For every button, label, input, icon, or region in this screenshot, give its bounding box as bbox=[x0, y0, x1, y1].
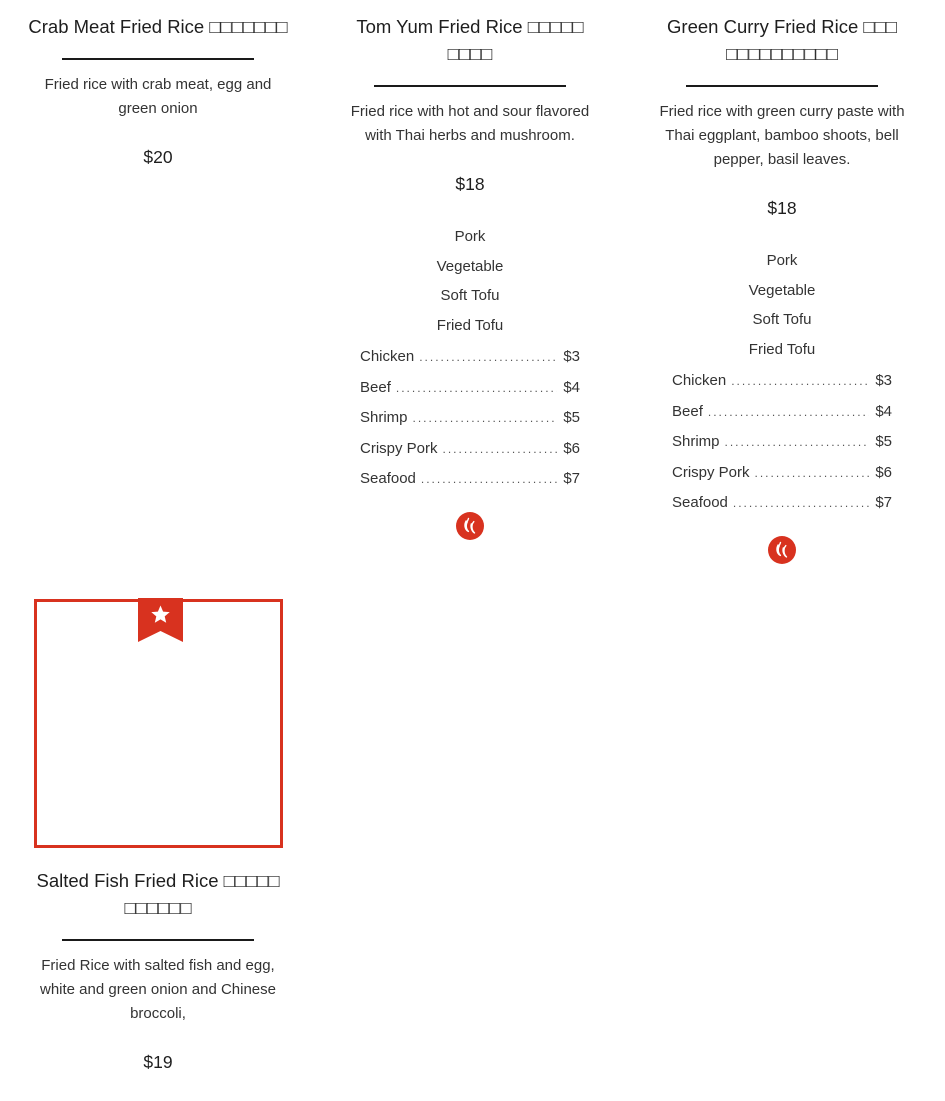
item-description: Fried rice with hot and sour flavored with Thai herbs and mushroom. bbox=[350, 103, 590, 144]
star-ribbon-icon bbox=[138, 598, 183, 642]
dot-leader bbox=[755, 459, 870, 489]
title-divider bbox=[374, 85, 566, 87]
addon-name: Seafood bbox=[672, 494, 728, 511]
dot-leader bbox=[413, 404, 558, 434]
addon-row bbox=[360, 403, 580, 434]
spicy-chili-icon bbox=[768, 536, 796, 564]
addon-row bbox=[672, 488, 892, 519]
addon-price: $3 bbox=[875, 372, 892, 389]
menu-item-crab-meat-fried-rice bbox=[28, 0, 288, 169]
dot-leader bbox=[733, 489, 869, 519]
addon-row bbox=[672, 427, 892, 458]
item-description: Fried rice with crab meat, egg and green onion bbox=[44, 76, 272, 117]
addon-price: $7 bbox=[875, 494, 892, 511]
title-divider bbox=[62, 939, 254, 941]
addon-name: Beef bbox=[360, 378, 391, 396]
option-fried-tofu: Fried Tofu bbox=[436, 316, 504, 334]
addon-row bbox=[360, 434, 580, 465]
option-pork: Pork bbox=[766, 252, 798, 269]
item-title: Green Curry Fried Rice □□□ □□□□□□□□□□ bbox=[667, 16, 897, 64]
addon-name: Crispy Pork bbox=[360, 439, 438, 457]
addon-name: Seafood bbox=[360, 470, 416, 487]
item-description: Fried rice with green curry paste with Thai eggplant, bamboo shoots, bell pepper, basil leaves. bbox=[659, 103, 905, 168]
dot-leader bbox=[419, 343, 557, 373]
dot-leader bbox=[725, 428, 870, 458]
addon-price: $6 bbox=[875, 463, 892, 481]
addon-price-list bbox=[672, 366, 892, 519]
option-vegetable: Vegetable bbox=[436, 257, 504, 275]
addon-price: $5 bbox=[875, 433, 892, 450]
addon-price: $7 bbox=[563, 470, 580, 487]
spicy-chili-icon bbox=[456, 512, 484, 540]
addon-row bbox=[360, 373, 580, 404]
option-pork: Pork bbox=[454, 228, 486, 245]
dot-leader bbox=[421, 465, 557, 495]
protein-options bbox=[652, 246, 912, 364]
addon-price: $6 bbox=[563, 439, 580, 457]
dot-leader bbox=[731, 367, 869, 397]
option-soft-tofu: Soft Tofu bbox=[440, 287, 500, 304]
dot-leader bbox=[396, 374, 557, 404]
addon-name: Beef bbox=[672, 402, 703, 420]
addon-price: $4 bbox=[563, 378, 580, 396]
option-fried-tofu: Fried Tofu bbox=[748, 340, 816, 358]
addon-name: Chicken bbox=[672, 372, 727, 389]
item-price: $18 bbox=[455, 174, 485, 194]
item-price: $19 bbox=[143, 1052, 173, 1072]
addon-price: $3 bbox=[563, 348, 580, 365]
dot-leader bbox=[443, 435, 558, 465]
item-title: Tom Yum Fried Rice □□□□□ □□□□ bbox=[356, 16, 584, 64]
option-vegetable: Vegetable bbox=[748, 281, 816, 299]
menu-item-salted-fish-fried-rice bbox=[28, 854, 288, 1074]
addon-row bbox=[672, 366, 892, 397]
addon-row bbox=[672, 397, 892, 428]
addon-name: Chicken bbox=[360, 348, 415, 365]
item-price: $20 bbox=[143, 147, 173, 167]
menu-item-tom-yum-fried-rice bbox=[340, 0, 600, 540]
title-divider bbox=[686, 85, 878, 87]
addon-row bbox=[360, 342, 580, 373]
addon-name: Shrimp bbox=[360, 409, 408, 426]
special-item-image-frame bbox=[34, 599, 283, 848]
protein-options bbox=[340, 222, 600, 340]
item-price: $18 bbox=[767, 198, 797, 218]
addon-price-list bbox=[360, 342, 580, 495]
option-soft-tofu: Soft Tofu bbox=[752, 311, 812, 328]
addon-name: Crispy Pork bbox=[672, 463, 750, 481]
addon-row bbox=[360, 464, 580, 495]
dot-leader bbox=[708, 398, 869, 428]
item-title: Salted Fish Fried Rice □□□□□ □□□□□□ bbox=[36, 870, 280, 918]
addon-price: $4 bbox=[875, 402, 892, 420]
item-title: Crab Meat Fried Rice □□□□□□□ bbox=[28, 16, 288, 37]
menu-item-green-curry-fried-rice bbox=[652, 0, 912, 564]
addon-row bbox=[672, 458, 892, 489]
addon-price: $5 bbox=[563, 409, 580, 426]
item-description: Fried Rice with salted fish and egg, white and green onion and Chinese broccoli, bbox=[39, 957, 276, 1022]
addon-name: Shrimp bbox=[672, 433, 720, 450]
title-divider bbox=[62, 58, 254, 60]
